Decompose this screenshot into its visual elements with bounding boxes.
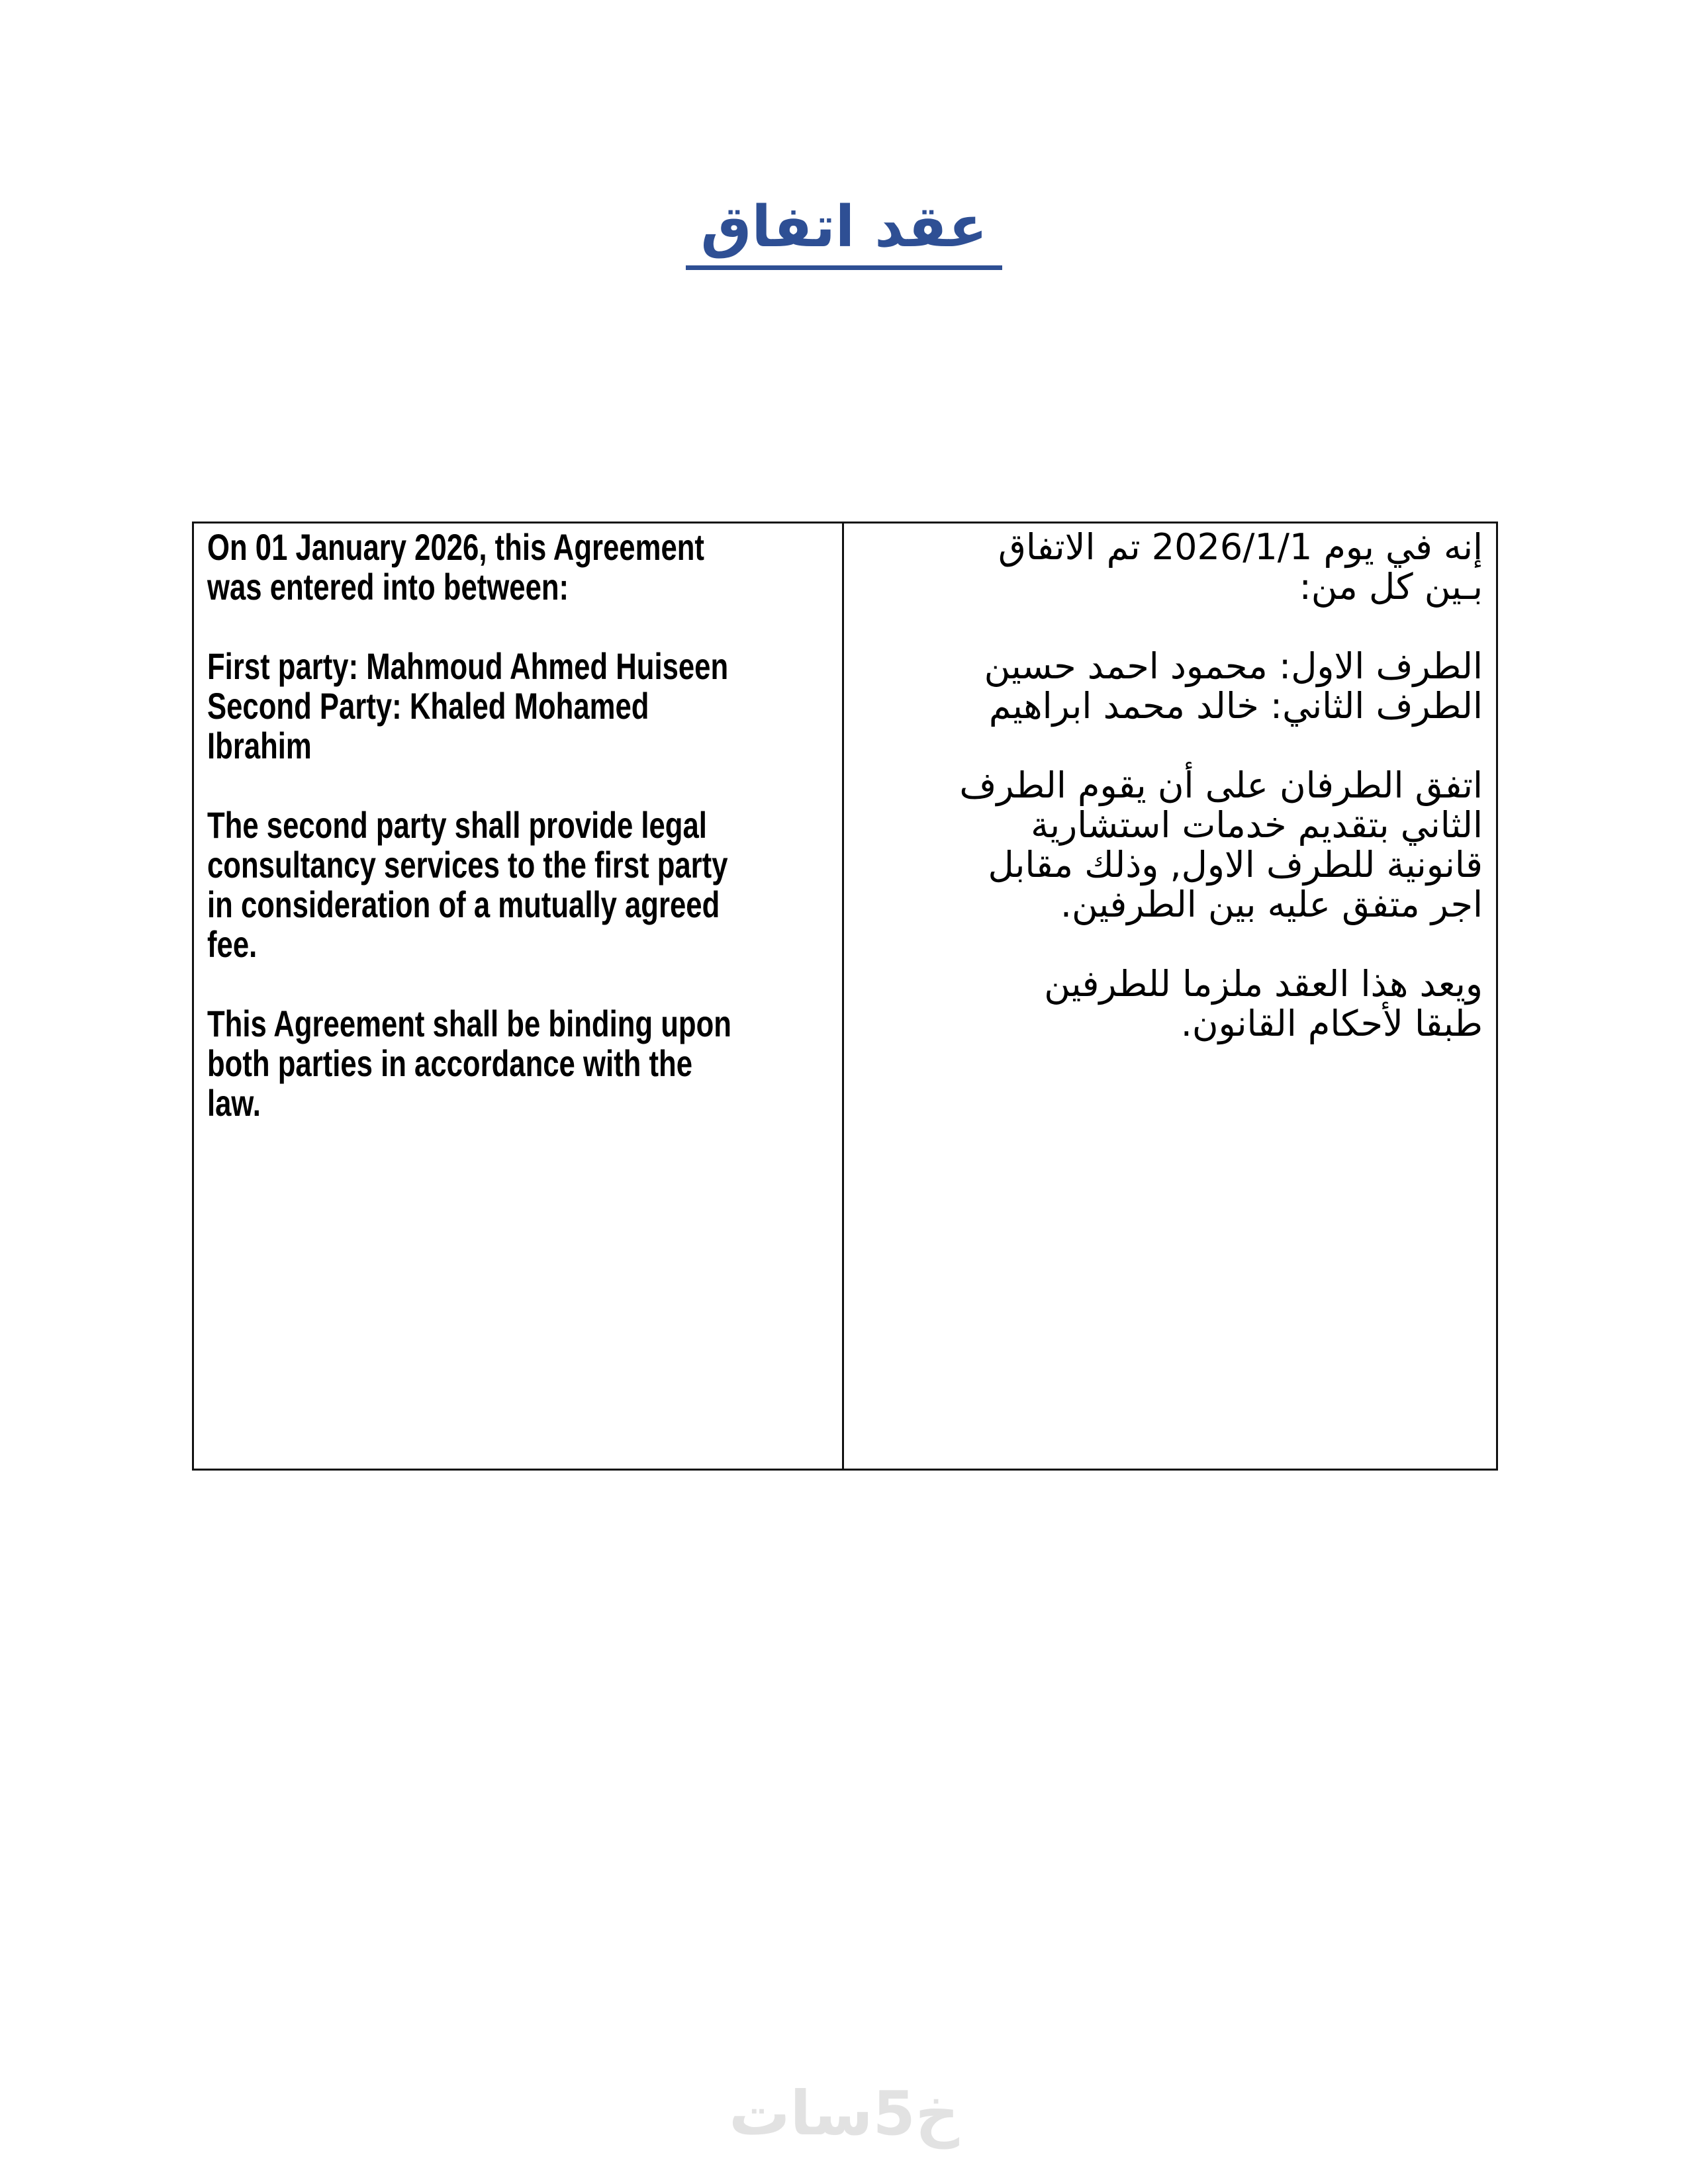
text-line: This Agreement shall be binding upon [207, 1003, 731, 1044]
text-line: اجر متفق عليه بين الطرفين. [1060, 884, 1483, 925]
text-line: First party: Mahmoud Ahmed Huiseen [207, 645, 729, 687]
title-container [0, 196, 1688, 270]
paragraph [857, 964, 1483, 1044]
text-line: law. [207, 1082, 261, 1124]
document-title: عقد اتفاق [686, 196, 1002, 270]
english-column [194, 523, 844, 1469]
text-line: fee. [207, 923, 258, 965]
paragraph [207, 805, 829, 964]
contract-table [192, 522, 1498, 1471]
khamsat-logo-watermark: خ5سات [729, 2078, 959, 2149]
paragraph [857, 647, 1483, 726]
arabic-column [844, 523, 1496, 1469]
text-line: Ibrahim [207, 725, 312, 766]
text-line: اتفق الطرفان على أن يقوم الطرف [959, 764, 1483, 806]
paragraph [207, 527, 829, 607]
paragraph [207, 647, 829, 766]
text-line: On 01 January 2026, this Agreement [207, 526, 704, 568]
text-line: Second Party: Khaled Mohamed [207, 685, 649, 727]
paragraph [857, 527, 1483, 607]
paragraph [207, 1004, 829, 1123]
text-line: The second party shall provide legal [207, 804, 707, 846]
text-line: both parties in accordance with the [207, 1042, 692, 1084]
text-line: in consideration of a mutually agreed [207, 884, 720, 925]
text-line: بـين كل من: [1299, 566, 1483, 608]
paragraph [857, 766, 1483, 925]
watermark-container [0, 2078, 1688, 2149]
text-line: الثاني بتقديم خدمات استشارية [1031, 804, 1483, 846]
text-line: الطرف الثاني: خالد محمد ابراهيم [988, 685, 1483, 727]
text-line: الطرف الاول: محمود احمد حسين [984, 645, 1483, 687]
text-line: ويعد هذا العقد ملزما للطرفين [1044, 963, 1483, 1005]
text-line: إنه في يوم 2026/1/1 تم الاتفاق [998, 526, 1483, 568]
text-line: قانونية للطرف الاول, وذلك مقابل [988, 844, 1483, 886]
text-line: was entered into between: [207, 566, 569, 608]
text-line: طبقا لأحكام القانون. [1180, 1003, 1483, 1044]
text-line: consultancy services to the first party [207, 844, 728, 886]
